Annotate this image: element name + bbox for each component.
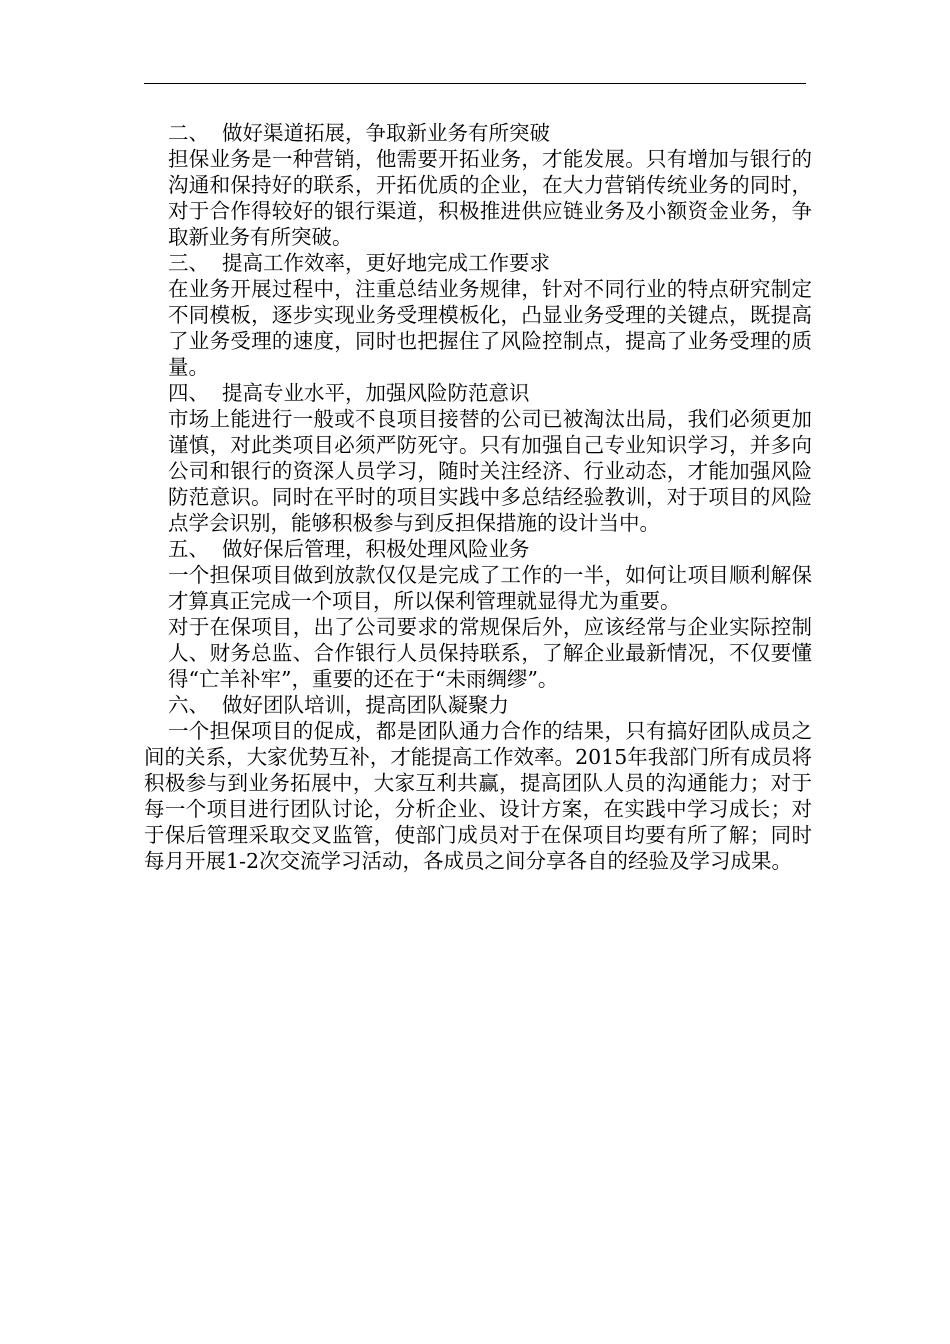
section-paragraph: 担保业务是一种营销，他需要开拓业务，才能发展。只有增加与银行的沟通和保持好的联系，开拓优质的企业，在大力营销传统业务的同时，对于合作得较好的银行渠道，积极推进供应链业务及小额资金业务，争取新业务有所突破。 — [168, 147, 812, 249]
section-heading-5: 五、 做好保后管理，积极处理风险业务 — [168, 537, 530, 561]
section-paragraph: 一个担保项目做到放款仅仅是完成了工作的一半，如何让项目顺利解保才算真正完成一个项目，所以保利管理就显得尤为重要。 — [168, 563, 812, 613]
section-heading-6: 六、 做好团队培训，提高团队凝聚力 — [168, 693, 510, 717]
section-heading-4: 四、 提高专业水平，加强风险防范意识 — [168, 381, 530, 405]
document-body — [144, 120, 812, 874]
section-heading-2: 二、 做好渠道拓展，争取新业务有所突破 — [168, 121, 551, 145]
section-heading-3: 三、 提高工作效率，更好地完成工作要求 — [168, 251, 551, 275]
section-paragraph: 在业务开展过程中，注重总结业务规律，针对不同行业的特点研究制定不同模板，逐步实现业务受理模板化，凸显业务受理的关键点，既提高了业务受理的速度，同时也把握住了风险控制点，提高了业务受理的质量。 — [168, 277, 812, 379]
section-paragraph: 对于在保项目，出了公司要求的常规保后外，应该经常与企业实际控制人、财务总监、合作银行人员保持联系，了解企业最新情况，不仅要懂得“亡羊补牢”，重要的还在于“未雨绸缪”。 — [168, 615, 812, 691]
section-paragraph: 市场上能进行一般或不良项目接替的公司已被淘汰出局，我们必须更加谨慎，对此类项目必须严防死守。只有加强自己专业知识学习，并多向公司和银行的资深人员学习，随时关注经济、行业动态，才能加强风险防范意识。同时在平时的项目实践中多总结经验教训，对于项目的风险点学会识别，能够积极参与到反担保措施的设计当中。 — [168, 407, 812, 535]
header-rule — [144, 83, 806, 84]
section-paragraph: 一个担保项目的促成，都是团队通力合作的结果，只有搞好团队成员之间的关系，大家优势互补，才能提高工作效率。2015年我部门所有成员将积极参与到业务拓展中，大家互利共赢，提高团队人员的沟通能力；对于每一个项目进行团队讨论，分析企业、设计方案，在实践中学习成长；对于保后管理采取交叉监管，使部门成员对于在保项目均要有所了解；同时每月开展1-2次交流学习活动，各成员之间分享各自的经验及学习成果。 — [144, 719, 812, 873]
